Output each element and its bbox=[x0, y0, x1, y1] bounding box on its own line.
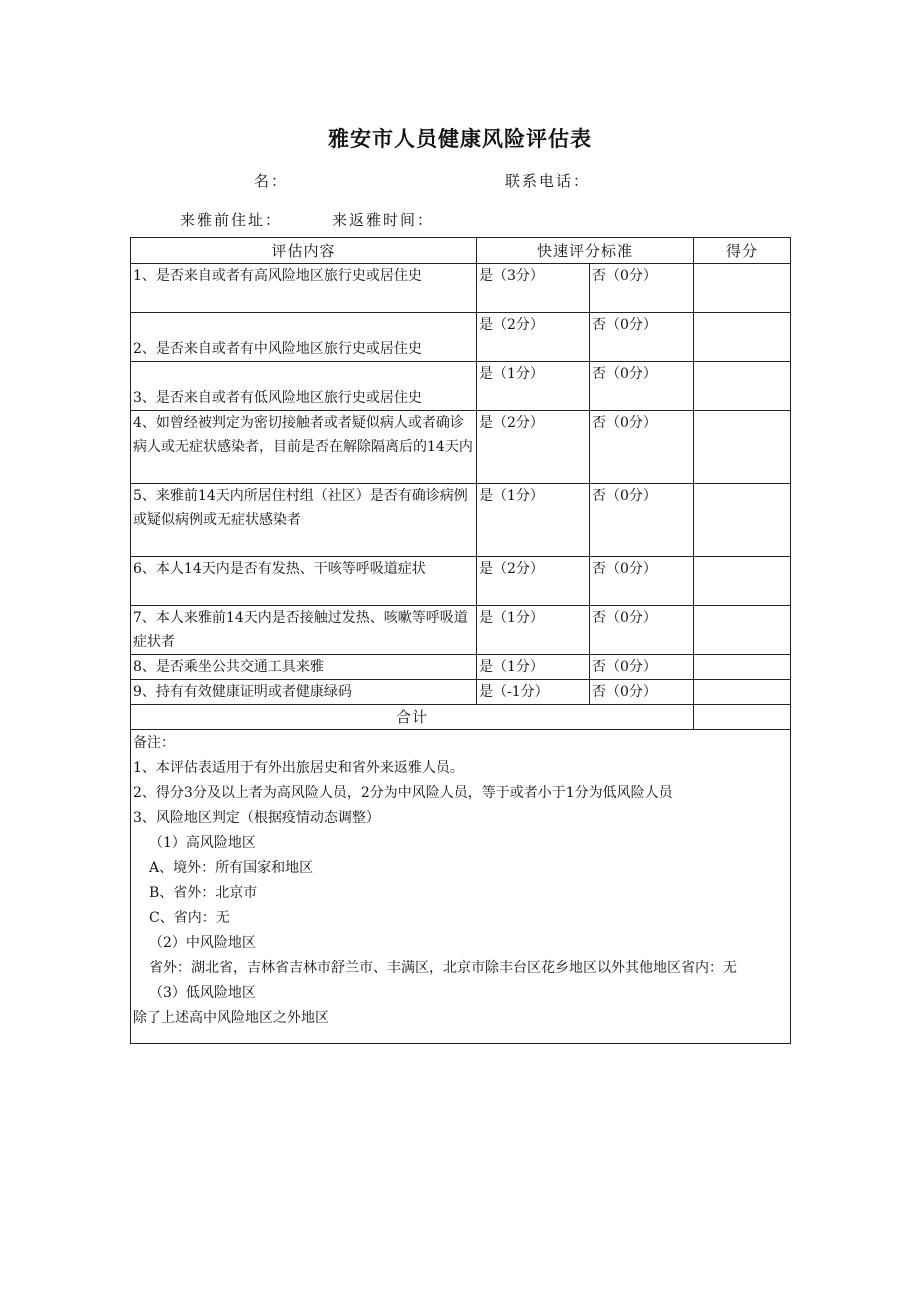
phone-label: 联系电话： bbox=[505, 172, 591, 190]
header-criteria: 快速评分标准 bbox=[477, 238, 694, 264]
table-row bbox=[131, 264, 791, 313]
row-score-cell[interactable] bbox=[694, 680, 791, 705]
row-no-option: 否（0分） bbox=[590, 313, 694, 362]
row-no-option: 否（0分） bbox=[590, 411, 694, 484]
row-no-option: 否（0分） bbox=[590, 484, 694, 557]
low-risk-text: 除了上述高中风险地区之外地区 bbox=[133, 1010, 329, 1026]
row-yes-option: 是（1分） bbox=[477, 362, 590, 411]
row-item: 7、本人来雅前14天内是否接触过发热、咳嗽等呼吸道症状者 bbox=[131, 606, 477, 655]
table-row bbox=[131, 557, 791, 606]
row-item: 2、是否来自或者有中风险地区旅行史或居住史 bbox=[131, 313, 477, 362]
assessment-table bbox=[130, 237, 791, 1044]
total-row bbox=[131, 705, 791, 730]
table-row bbox=[131, 606, 791, 655]
row-score-cell[interactable] bbox=[694, 484, 791, 557]
high-risk-outside-province: B、省外：北京市 bbox=[149, 885, 258, 901]
high-risk-abroad: A、境外：所有国家和地区 bbox=[149, 860, 314, 876]
row-score-cell[interactable] bbox=[694, 313, 791, 362]
row-no-option: 否（0分） bbox=[590, 606, 694, 655]
name-label: 名： bbox=[254, 172, 289, 190]
row-yes-option: 是（3分） bbox=[477, 264, 590, 313]
row-no-option: 否（0分） bbox=[590, 655, 694, 680]
row-item: 1、是否来自或者有高风险地区旅行史或居住史 bbox=[131, 264, 477, 313]
row-yes-option: 是（1分） bbox=[477, 655, 590, 680]
row-score-cell[interactable] bbox=[694, 411, 791, 484]
row-item: 6、本人14天内是否有发热、干咳等呼吸道症状 bbox=[131, 557, 477, 606]
row-item: 3、是否来自或者有低风险地区旅行史或居住史 bbox=[131, 362, 477, 411]
row-yes-option: 是（2分） bbox=[477, 557, 590, 606]
mid-risk-title: （2）中风险地区 bbox=[149, 935, 256, 951]
table-row bbox=[131, 411, 791, 484]
high-risk-inside-province: C、省内：无 bbox=[149, 910, 230, 926]
notes-heading: 备注： bbox=[133, 735, 175, 751]
row-no-option: 否（0分） bbox=[590, 680, 694, 705]
row-yes-option: 是（1分） bbox=[477, 606, 590, 655]
row-item: 8、是否乘坐公共交通工具来雅 bbox=[131, 655, 477, 680]
low-risk-title: （3）低风险地区 bbox=[149, 985, 256, 1001]
table-row bbox=[131, 484, 791, 557]
document-title: 雅安市人员健康风险评估表 bbox=[328, 127, 592, 151]
note-1: 1、本评估表适用于有外出旅居史和省外来返雅人员。 bbox=[133, 760, 464, 776]
row-score-cell[interactable] bbox=[694, 264, 791, 313]
note-2: 2、得分3分及以上者为高风险人员，2分为中风险人员，等于或者小于1分为低风险人员 bbox=[133, 785, 673, 801]
notes-block bbox=[133, 730, 788, 1043]
table-header-row bbox=[131, 238, 791, 264]
return-time-label: 来返雅时间： bbox=[332, 211, 435, 229]
row-no-option: 否（0分） bbox=[590, 557, 694, 606]
notes-row bbox=[131, 730, 791, 1044]
high-risk-title: （1）高风险地区 bbox=[149, 835, 256, 851]
row-no-option: 否（0分） bbox=[590, 362, 694, 411]
mid-risk-text: 省外：湖北省，吉林省吉林市舒兰市、丰满区，北京市除丰台区花乡地区以外其他地区省内：无 bbox=[149, 960, 737, 976]
row-yes-option: 是（2分） bbox=[477, 411, 590, 484]
row-item: 4、如曾经被判定为密切接触者或者疑似病人或者确诊病人或无症状感染者，目前是否在解除隔离后的14天内 bbox=[131, 411, 477, 484]
row-score-cell[interactable] bbox=[694, 557, 791, 606]
row-yes-option: 是（2分） bbox=[477, 313, 590, 362]
table-row bbox=[131, 362, 791, 411]
row-yes-option: 是（1分） bbox=[477, 484, 590, 557]
table-row bbox=[131, 680, 791, 705]
row-item: 9、持有有效健康证明或者健康绿码 bbox=[131, 680, 477, 705]
table-row bbox=[131, 655, 791, 680]
row-score-cell[interactable] bbox=[694, 606, 791, 655]
header-content: 评估内容 bbox=[131, 238, 477, 264]
row-score-cell[interactable] bbox=[694, 655, 791, 680]
row-no-option: 否（0分） bbox=[590, 264, 694, 313]
header-score: 得分 bbox=[694, 238, 791, 264]
note-3: 3、风险地区判定（根据疫情动态调整） bbox=[133, 810, 380, 826]
row-score-cell[interactable] bbox=[694, 362, 791, 411]
row-item: 5、来雅前14天内所居住村组（社区）是否有确诊病例或疑似病例或无症状感染者 bbox=[131, 484, 477, 557]
total-label: 合计 bbox=[131, 705, 694, 730]
total-score-cell[interactable] bbox=[694, 705, 791, 730]
table-row bbox=[131, 313, 791, 362]
address-label: 来雅前住址： bbox=[180, 211, 283, 229]
row-yes-option: 是（-1分） bbox=[477, 680, 590, 705]
notes-cell bbox=[131, 730, 791, 1044]
